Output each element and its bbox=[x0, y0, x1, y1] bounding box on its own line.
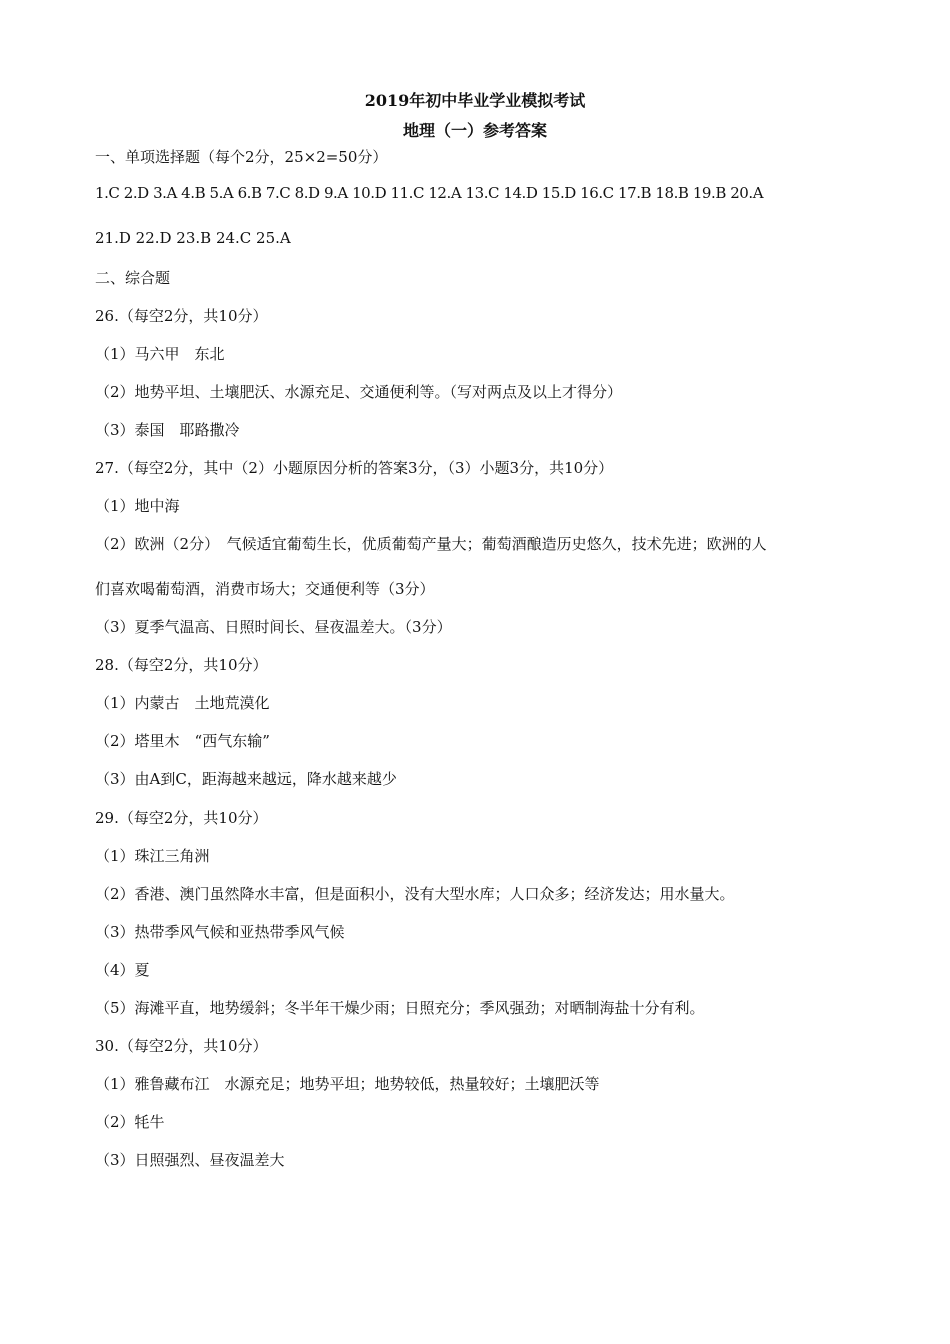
answer-line: （3）热带季风气候和亚热带季风气候 bbox=[95, 923, 345, 941]
answer-line: （3）由A到C，距海越来越远，降水越来越少 bbox=[95, 770, 397, 788]
answer-line: （5）海滩平直，地势缓斜；冬半年干燥少雨；日照充分；季风强劲；对晒制海盐十分有利。 bbox=[95, 999, 705, 1017]
answer-line: （3）日照强烈、昼夜温差大 bbox=[95, 1151, 285, 1169]
answer-line: （3）泰国 耶路撒冷 bbox=[95, 421, 240, 439]
answer-line: （2）塔里木 “西气东输” bbox=[95, 732, 270, 750]
question-heading-28: 28.（每空2分，共10分） bbox=[95, 656, 268, 674]
answer-line: （1）地中海 bbox=[95, 497, 180, 515]
answer-line: （4）夏 bbox=[95, 961, 150, 979]
answer-line: （3）夏季气温高、日照时间长、昼夜温差大。（3分） bbox=[95, 618, 452, 636]
page-title: 2019年初中毕业学业模拟考试 bbox=[364, 91, 586, 110]
question-heading-26: 26.（每空2分，共10分） bbox=[95, 307, 268, 325]
answer-line: （2）欧洲（2分） 气候适宜葡萄生长，优质葡萄产量大；葡萄酒酿造历史悠久，技术先进；欧洲的人 bbox=[95, 535, 767, 553]
question-heading-30: 30.（每空2分，共10分） bbox=[95, 1037, 268, 1055]
question-heading-29: 29.（每空2分，共10分） bbox=[95, 809, 268, 827]
answer-line: （2）地势平坦、土壤肥沃、水源充足、交通便利等。（写对两点及以上才得分） bbox=[95, 383, 623, 401]
page-subtitle: 地理（一）参考答案 bbox=[402, 121, 547, 140]
section-heading-comprehensive: 二、综合题 bbox=[95, 269, 171, 287]
answer-line-choice-1: 1.C 2.D 3.A 4.B 5.A 6.B 7.C 8.D 9.A 10.D 11.C 12.A 13.C 14.D 15.D 16.C 17.B 18.B 19.B 20.A bbox=[95, 184, 764, 202]
answer-line: （1）内蒙古 土地荒漠化 bbox=[95, 694, 270, 712]
answer-line: （1）珠江三角洲 bbox=[95, 847, 210, 865]
answer-line: （2）牦牛 bbox=[95, 1113, 165, 1131]
question-heading-27: 27.（每空2分，其中（2）小题原因分析的答案3分，（3）小题3分，共10分） bbox=[95, 459, 614, 477]
answer-line: （2）香港、澳门虽然降水丰富，但是面积小，没有大型水库；人口众多；经济发达；用水量大。 bbox=[95, 885, 735, 903]
answer-line: 们喜欢喝葡萄酒，消费市场大；交通便利等（3分） bbox=[95, 580, 435, 598]
answer-line: （1）马六甲 东北 bbox=[95, 345, 225, 363]
answer-line: （1）雅鲁藏布江 水源充足；地势平坦；地势较低，热量较好；土壤肥沃等 bbox=[95, 1075, 600, 1093]
answer-line-choice-2: 21.D 22.D 23.B 24.C 25.A bbox=[95, 229, 291, 247]
section-heading-choice: 一、单项选择题（每个2分，25×2=50分） bbox=[95, 148, 388, 166]
